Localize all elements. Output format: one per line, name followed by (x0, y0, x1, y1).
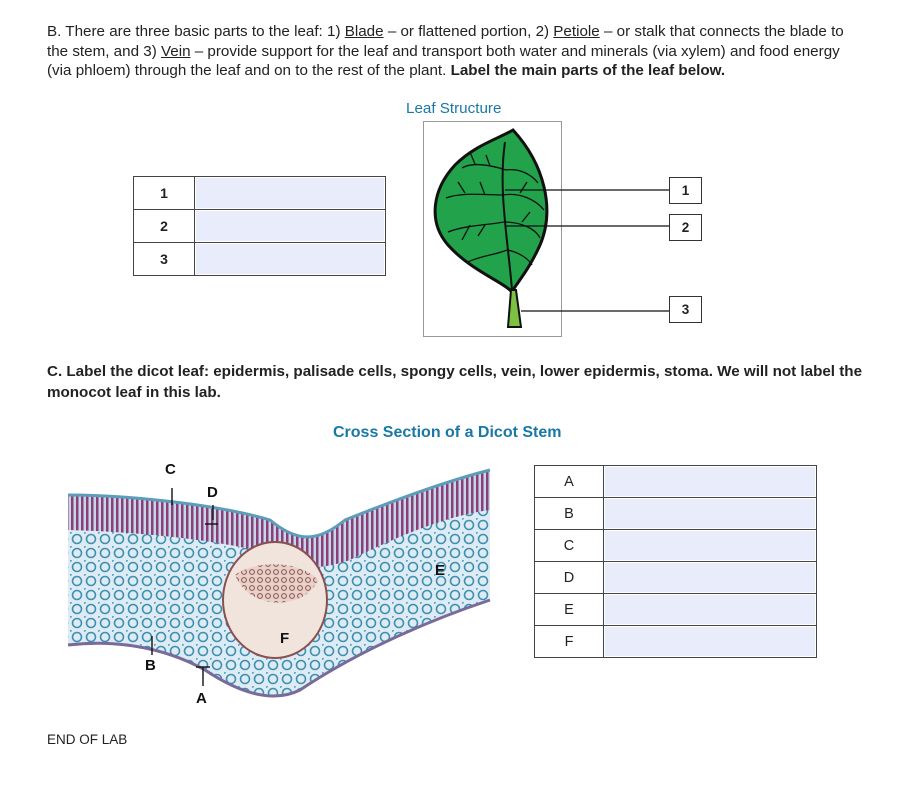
end-of-lab-text: END OF LAB (47, 732, 128, 747)
micrograph-label-b: B (145, 657, 156, 674)
cross-section-label-table (534, 465, 817, 658)
callout-1: 1 (669, 177, 702, 204)
intro-text: B. There are three basic parts to the leaf: 1) (47, 23, 345, 40)
micrograph-label-d: D (207, 484, 218, 501)
answer-field-e[interactable] (604, 594, 817, 626)
table-row (535, 562, 817, 594)
callout-3: 3 (669, 296, 702, 323)
leaf-structure-title: Leaf Structure (406, 100, 502, 117)
table-row (535, 594, 817, 626)
table-row (535, 530, 817, 562)
term-blade: Blade (344, 23, 384, 40)
row-letter: A (535, 466, 604, 498)
row-number: 2 (134, 210, 195, 243)
answer-field-f[interactable] (604, 626, 817, 658)
micrograph-label-c: C (165, 461, 176, 478)
callout-2: 2 (669, 214, 702, 241)
table-row (535, 626, 817, 658)
row-letter: E (535, 594, 604, 626)
instruction-text: Label the main parts of the leaf below. (450, 62, 726, 79)
row-letter: D (535, 562, 604, 594)
row-letter: C (535, 530, 604, 562)
answer-field-a[interactable] (604, 466, 817, 498)
term-vein: Vein (160, 42, 191, 60)
row-number: 1 (134, 177, 195, 210)
cross-section-title: Cross Section of a Dicot Stem (333, 424, 562, 441)
answer-field-b[interactable] (604, 498, 817, 530)
term-petiole: Petiole (553, 23, 600, 40)
row-letter: B (535, 498, 604, 530)
micrograph-label-e: E (435, 562, 446, 579)
table-row (535, 466, 817, 498)
answer-field-c[interactable] (604, 530, 817, 562)
text-1: – or flattened portion, 2) (383, 23, 554, 40)
row-number: 3 (134, 243, 195, 276)
table-row (535, 498, 817, 530)
text-2: – or stalk that connects the blade to the stem, and 3) (47, 23, 844, 60)
micrograph-label-a: A (196, 690, 207, 707)
micrograph-label-f: F (280, 630, 290, 647)
text-3: – provide support for the leaf and transport both water and minerals (via xylem) and food energy (via phloem) through the leaf and on to the rest of the plant. (47, 42, 840, 79)
row-letter: F (535, 626, 604, 658)
answer-field-d[interactable] (604, 562, 817, 594)
section-c-text: C. Label the dicot leaf: epidermis, palisade cells, spongy cells, vein, lower epidermis, stoma. We will not label the monocot leaf in this lab. (47, 363, 863, 401)
